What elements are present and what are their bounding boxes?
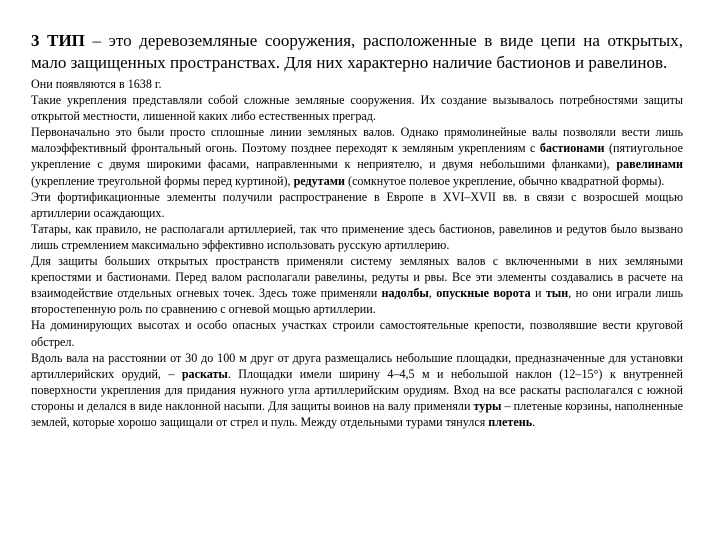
- body-text: [31, 76, 683, 430]
- text-run: , но они играли лишь второстепенную роль по сравнению с огневой мощью артиллерии.: [31, 286, 683, 317]
- text-run: Такие укрепления представляли собой сложные земляные сооружения. Их создание вызывалось потребностями защиты открытой местности, лишенной каких либо естественных преград.: [31, 93, 683, 124]
- text-run: ,: [428, 286, 437, 301]
- paragraph: [31, 124, 683, 188]
- text-run: и: [530, 286, 546, 301]
- paragraph: [31, 253, 683, 317]
- heading-text: – это деревоземляные сооружения, расположенные в виде цепи на открытых, мало защищенных пространствах. Для них характерно наличие бастионов и равелинов.: [31, 31, 683, 72]
- paragraph: [31, 317, 683, 349]
- text-run: Они появляются в 1638 г.: [31, 77, 162, 91]
- paragraph: [31, 76, 683, 92]
- text-run: Первоначально это были просто сплошные линии земляных валов. Однако прямолинейные валы позволяли вести лишь малоэффективный фронтальный огонь. Поэтому позднее переходят к земляным укреплениям с: [31, 125, 683, 156]
- bold-term: равелинами: [616, 157, 683, 172]
- text-run: – плетеные корзины, наполненные землей, которые хорошо защищали от стрел и пуль. Между отдельными турами тянулся: [31, 398, 683, 429]
- bold-term: редутами: [293, 173, 346, 188]
- bold-term: раскаты: [181, 366, 228, 381]
- text-run: Для защиты больших открытых пространств применяли систему земляных валов с включенными в них земляными крепостями и бастионами. Перед валом располагали равелины, редуты и рвы. Все эти элементы создавались в расчете на взаимодействие отдельных огневых точек. Здесь тоже применяли: [31, 254, 683, 301]
- text-run: Эти фортификационные элементы получили распространение в Европе в XVI–XVII вв. в связи с возросшей мощью артиллерии осаждающих.: [31, 189, 683, 220]
- paragraph: [31, 92, 683, 124]
- text-run: Вдоль вала на расстоянии от 30 до 100 м друг от друга размещались небольшие площадки, предназначенные для установки артиллерийских орудий, –: [31, 350, 683, 381]
- paragraph: [31, 350, 683, 430]
- heading-lead: 3 ТИП: [31, 31, 85, 50]
- text-run: (укрепление треугольной формы перед куртиной),: [31, 173, 294, 188]
- bold-term: бастионами: [539, 141, 605, 156]
- text-run: .: [532, 414, 536, 429]
- bold-term: опускные ворота: [436, 286, 531, 301]
- paragraph: [31, 189, 683, 221]
- text-run: (сомкнутое полевое укрепление, обычно квадратной формы).: [345, 173, 665, 188]
- section-heading: [31, 30, 683, 74]
- bold-term: тын: [545, 286, 569, 301]
- text-run: На доминирующих высотах и особо опасных участках строили самостоятельные крепости, позволявшие вести круговой обстрел.: [31, 318, 683, 349]
- text-run: . Площадки имели ширину 4–4,5 м и небольшой наклон (12–15°) к внутренней поверхности укрепления для придания нужного угла артиллерийским орудиям. Вход на все раскаты располагался с южной стороны и делался в виде наклонной насыпи. Для защиты воинов на валу применяли: [31, 366, 683, 413]
- paragraph: [31, 221, 683, 253]
- text-run: Татары, как правило, не располагали артиллерией, так что применение здесь бастионов, равелинов и редутов было вызвано лишь стремлением максимально эффективно использовать русскую артиллерию.: [31, 221, 683, 252]
- text-run: (пятиугольное укрепление с двумя широкими фасами, направленными к неприятелю, и двумя небольшими фланками),: [31, 141, 683, 172]
- bold-term: туры: [473, 398, 502, 413]
- bold-term: плетень: [488, 414, 533, 429]
- bold-term: надолбы: [381, 286, 429, 301]
- document-page: [31, 30, 683, 430]
